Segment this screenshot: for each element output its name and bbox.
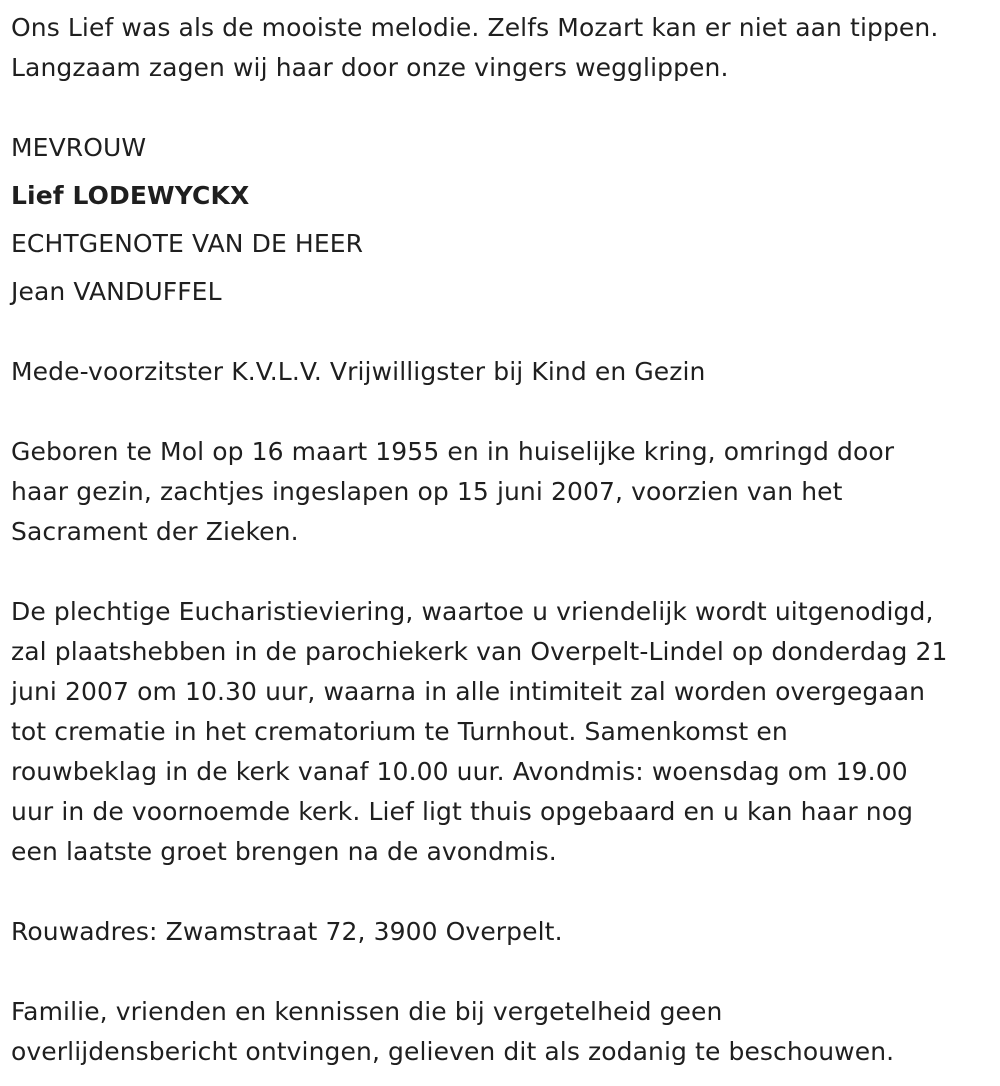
roles-line-1: Mede-voorzitster K.V.L.V. Vrijwilligster bij Kind en Gezin	[11, 357, 706, 386]
spacer	[11, 316, 996, 352]
address-section	[11, 912, 996, 952]
address-line-1: Rouwadres: Zwamstraat 72, 3900 Overpelt.	[11, 917, 563, 946]
birth-death-line-2: haar gezin, zachtjes ingeslapen op 15 juni 2007, voorzien van het	[11, 477, 843, 506]
spouse-prefix: ECHTGENOTE VAN DE HEER	[11, 229, 364, 258]
ceremony-line-2: zal plaatshebben in de parochiekerk van Overpelt-Lindel op donderdag 21	[11, 637, 948, 666]
birth-death-line-1: Geboren te Mol op 16 maart 1955 en in huiselijke kring, omringd door	[11, 437, 895, 466]
ceremony-line-5: rouwbeklag in de kerk vanaf 10.00 uur. Avondmis: woensdag om 19.00	[11, 757, 908, 786]
ceremony-line-7: een laatste groet brengen na de avondmis.	[11, 837, 557, 866]
deceased-section	[11, 124, 996, 316]
ceremony-line-4: tot crematie in het crematorium te Turnhout. Samenkomst en	[11, 717, 788, 746]
birth-death-line-3: Sacrament der Zieken.	[11, 517, 299, 546]
ceremony-line-1: De plechtige Eucharistieviering, waartoe u vriendelijk wordt uitgenodigd,	[11, 597, 934, 626]
ceremony-line-6: uur in de voornoemde kerk. Lief ligt thuis opgebaard en u kan haar nog	[11, 797, 914, 826]
closing-section	[11, 992, 996, 1072]
spacer	[11, 88, 996, 128]
spacer	[11, 952, 996, 992]
ceremony-line-3: juni 2007 om 10.30 uur, waarna in alle intimiteit zal worden overgegaan	[11, 677, 926, 706]
deceased-title: MEVROUW	[11, 133, 147, 162]
poem-line-1: Ons Lief was als de mooiste melodie. Zelfs Mozart kan er niet aan tippen.	[11, 13, 939, 42]
closing-line-1: Familie, vrienden en kennissen die bij vergetelheid geen	[11, 997, 723, 1026]
spacer	[11, 872, 996, 912]
deceased-name: Lief LODEWYCKX	[11, 181, 250, 210]
closing-line-2: overlijdensbericht ontvingen, gelieven dit als zodanig te beschouwen.	[11, 1037, 895, 1066]
poem-section	[11, 8, 996, 88]
poem-line-2: Langzaam zagen wij haar door onze vingers wegglippen.	[11, 53, 729, 82]
obituary-document	[11, 8, 996, 1072]
spacer	[11, 552, 996, 592]
spouse-name: Jean VANDUFFEL	[11, 277, 222, 306]
birth-death-section	[11, 432, 996, 552]
spacer	[11, 392, 996, 432]
ceremony-section	[11, 592, 996, 872]
roles-section	[11, 352, 996, 392]
